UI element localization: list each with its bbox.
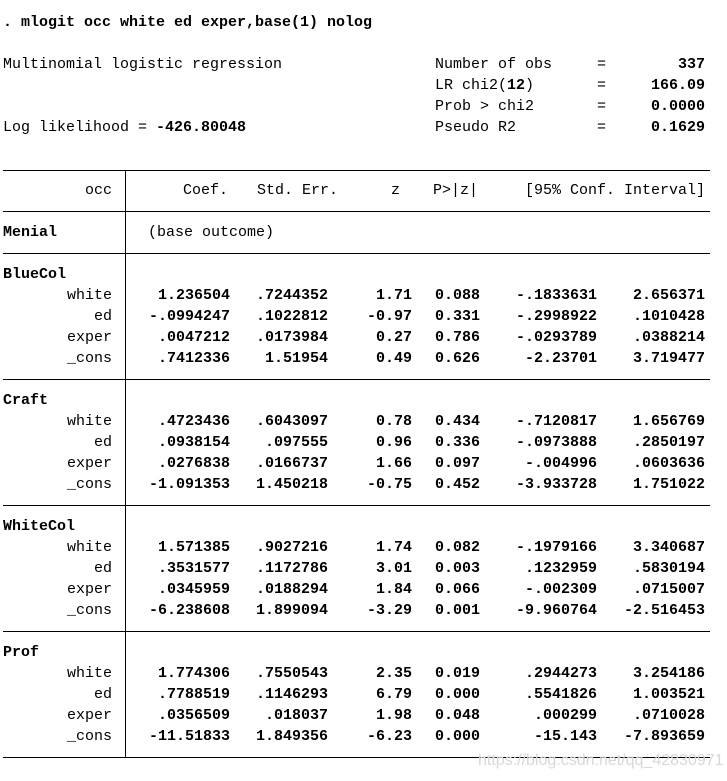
divider bbox=[3, 631, 710, 632]
stat-value: 0.0000 bbox=[650, 98, 705, 115]
cell-row-label: white bbox=[66, 413, 112, 430]
cell-z: 1.71 bbox=[375, 287, 412, 304]
divider bbox=[3, 211, 710, 212]
cell-z: 3.01 bbox=[375, 560, 412, 577]
cell-std-err: .0188294 bbox=[255, 581, 328, 598]
cell-ci-upper: -2.516453 bbox=[623, 602, 705, 619]
cell-coef: .0345959 bbox=[157, 581, 230, 598]
divider bbox=[3, 505, 710, 506]
cell-z: 1.66 bbox=[375, 455, 412, 472]
cell-row-label: ed bbox=[93, 308, 112, 325]
column-header: occ bbox=[84, 182, 112, 199]
cell-ci-upper: .0710028 bbox=[632, 707, 705, 724]
outcome-group-name: Prof bbox=[3, 644, 40, 661]
cell-ci-lower: -.002309 bbox=[524, 581, 597, 598]
cell-z: 1.98 bbox=[375, 707, 412, 724]
cell-p-value: 0.626 bbox=[434, 350, 480, 367]
model-title: Multinomial logistic regression bbox=[3, 56, 283, 73]
stat-value: 337 bbox=[677, 56, 705, 73]
cell-ci-upper: .0715007 bbox=[632, 581, 705, 598]
command-line: . mlogit occ white ed exper,base(1) nolog bbox=[3, 14, 373, 31]
cell-row-label: white bbox=[66, 665, 112, 682]
cell-coef: .0047212 bbox=[157, 329, 230, 346]
cell-ci-lower: .5541826 bbox=[524, 686, 597, 703]
cell-row-label: exper bbox=[66, 455, 112, 472]
cell-z: 0.49 bbox=[375, 350, 412, 367]
cell-coef: 1.571385 bbox=[157, 539, 230, 556]
base-outcome-name: Menial bbox=[3, 224, 58, 241]
stat-equals: = bbox=[597, 56, 607, 73]
stat-label: Prob > chi2 bbox=[435, 98, 535, 115]
cell-ci-lower: .000299 bbox=[533, 707, 597, 724]
cell-z: -6.23 bbox=[366, 728, 412, 745]
cell-std-err: .0173984 bbox=[255, 329, 328, 346]
log-likelihood-value: -426.80048 bbox=[156, 119, 247, 136]
column-header: P>|z| bbox=[432, 182, 478, 199]
cell-p-value: 0.082 bbox=[434, 539, 480, 556]
cell-std-err: 1.849356 bbox=[255, 728, 328, 745]
cell-ci-upper: .5830194 bbox=[632, 560, 705, 577]
cell-z: 0.96 bbox=[375, 434, 412, 451]
cell-ci-lower: -.2998922 bbox=[515, 308, 597, 325]
cell-coef: -6.238608 bbox=[148, 602, 230, 619]
log-likelihood-label: Log likelihood = bbox=[3, 119, 157, 136]
cell-p-value: 0.066 bbox=[434, 581, 480, 598]
cell-coef: .7412336 bbox=[157, 350, 230, 367]
cell-row-label: white bbox=[66, 539, 112, 556]
cell-std-err: .097555 bbox=[264, 434, 328, 451]
cell-z: 1.84 bbox=[375, 581, 412, 598]
cell-coef: .7788519 bbox=[157, 686, 230, 703]
cell-p-value: 0.000 bbox=[434, 728, 480, 745]
outcome-group-name: BlueCol bbox=[3, 266, 67, 283]
cell-coef: 1.774306 bbox=[157, 665, 230, 682]
cell-std-err: .1022812 bbox=[255, 308, 328, 325]
cell-std-err: .9027216 bbox=[255, 539, 328, 556]
cell-row-label: _cons bbox=[66, 602, 112, 619]
column-header: [95% Conf. Interval] bbox=[524, 182, 705, 199]
cell-p-value: 0.434 bbox=[434, 413, 480, 430]
cell-ci-upper: 2.656371 bbox=[632, 287, 705, 304]
cell-p-value: 0.048 bbox=[434, 707, 480, 724]
stat-value: 0.1629 bbox=[650, 119, 705, 136]
cell-ci-upper: 1.656769 bbox=[632, 413, 705, 430]
cell-std-err: .6043097 bbox=[255, 413, 328, 430]
stat-label: Pseudo R2 bbox=[435, 119, 517, 136]
stat-equals: = bbox=[597, 98, 607, 115]
cell-p-value: 0.001 bbox=[434, 602, 480, 619]
cell-z: 6.79 bbox=[375, 686, 412, 703]
cell-std-err: .1172786 bbox=[255, 560, 328, 577]
cell-std-err: .018037 bbox=[264, 707, 328, 724]
cell-coef: -.0994247 bbox=[148, 308, 230, 325]
stat-equals: = bbox=[597, 77, 607, 94]
cell-p-value: 0.019 bbox=[434, 665, 480, 682]
cell-z: 0.78 bbox=[375, 413, 412, 430]
cell-ci-lower: .1232959 bbox=[524, 560, 597, 577]
cell-std-err: .1146293 bbox=[255, 686, 328, 703]
cell-std-err: .7244352 bbox=[255, 287, 328, 304]
cell-ci-lower: -.7120817 bbox=[515, 413, 597, 430]
cell-ci-lower: -2.23701 bbox=[524, 350, 597, 367]
outcome-group-name: Craft bbox=[3, 392, 49, 409]
cell-p-value: 0.097 bbox=[434, 455, 480, 472]
divider bbox=[3, 170, 710, 171]
cell-ci-upper: 1.003521 bbox=[632, 686, 705, 703]
stat-label: LR chi2(12) bbox=[435, 77, 535, 94]
cell-ci-lower: -.0293789 bbox=[515, 329, 597, 346]
cell-row-label: _cons bbox=[66, 350, 112, 367]
log-likelihood bbox=[3, 119, 246, 137]
cell-std-err: 1.51954 bbox=[264, 350, 328, 367]
cell-ci-upper: -7.893659 bbox=[623, 728, 705, 745]
cell-coef: -1.091353 bbox=[148, 476, 230, 493]
cell-z: 0.27 bbox=[375, 329, 412, 346]
stat-equals: = bbox=[597, 119, 607, 136]
cell-p-value: 0.088 bbox=[434, 287, 480, 304]
stat-label: Number of obs bbox=[435, 56, 553, 73]
cell-ci-lower: -9.960764 bbox=[515, 602, 597, 619]
cell-p-value: 0.003 bbox=[434, 560, 480, 577]
cell-coef: -11.51833 bbox=[148, 728, 230, 745]
cell-ci-lower: .2944273 bbox=[524, 665, 597, 682]
cell-z: 1.74 bbox=[375, 539, 412, 556]
cell-p-value: 0.331 bbox=[434, 308, 480, 325]
cell-ci-lower: -.1833631 bbox=[515, 287, 597, 304]
cell-std-err: .7550543 bbox=[255, 665, 328, 682]
column-header: Std. Err. bbox=[256, 182, 338, 199]
cell-z: -3.29 bbox=[366, 602, 412, 619]
stat-label-df: 12 bbox=[507, 77, 526, 94]
cell-z: 2.35 bbox=[375, 665, 412, 682]
divider bbox=[3, 253, 710, 254]
cell-row-label: _cons bbox=[66, 476, 112, 493]
cell-ci-upper: 3.340687 bbox=[632, 539, 705, 556]
cell-ci-upper: .0603636 bbox=[632, 455, 705, 472]
cell-ci-lower: -15.143 bbox=[533, 728, 597, 745]
cell-ci-upper: 3.254186 bbox=[632, 665, 705, 682]
cell-coef: 1.236504 bbox=[157, 287, 230, 304]
stat-value: 166.09 bbox=[650, 77, 705, 94]
cell-coef: .0276838 bbox=[157, 455, 230, 472]
outcome-group-name: WhiteCol bbox=[3, 518, 76, 535]
cell-p-value: 0.452 bbox=[434, 476, 480, 493]
cell-ci-upper: .1010428 bbox=[632, 308, 705, 325]
cell-std-err: 1.899094 bbox=[255, 602, 328, 619]
cell-ci-upper: 3.719477 bbox=[632, 350, 705, 367]
cell-ci-upper: 1.751022 bbox=[632, 476, 705, 493]
cell-std-err: .0166737 bbox=[255, 455, 328, 472]
cell-coef: .4723436 bbox=[157, 413, 230, 430]
cell-z: -0.97 bbox=[366, 308, 412, 325]
cell-row-label: ed bbox=[93, 560, 112, 577]
cell-row-label: white bbox=[66, 287, 112, 304]
cell-p-value: 0.786 bbox=[434, 329, 480, 346]
cell-z: -0.75 bbox=[366, 476, 412, 493]
cell-row-label: exper bbox=[66, 329, 112, 346]
cell-ci-lower: -3.933728 bbox=[515, 476, 597, 493]
cell-ci-upper: .2850197 bbox=[632, 434, 705, 451]
cell-std-err: 1.450218 bbox=[255, 476, 328, 493]
cell-row-label: ed bbox=[93, 434, 112, 451]
watermark: https://blog.csdn.net/qq_42830971 bbox=[478, 752, 724, 769]
cell-ci-lower: -.004996 bbox=[524, 455, 597, 472]
cell-coef: .0356509 bbox=[157, 707, 230, 724]
cell-row-label: exper bbox=[66, 707, 112, 724]
divider bbox=[3, 379, 710, 380]
column-header: z bbox=[390, 182, 400, 199]
column-header: Coef. bbox=[182, 182, 228, 199]
cell-row-label: ed bbox=[93, 686, 112, 703]
cell-ci-lower: -.1979166 bbox=[515, 539, 597, 556]
cell-coef: .0938154 bbox=[157, 434, 230, 451]
stub-divider bbox=[125, 170, 126, 757]
cell-row-label: exper bbox=[66, 581, 112, 598]
cell-coef: .3531577 bbox=[157, 560, 230, 577]
cell-row-label: _cons bbox=[66, 728, 112, 745]
cell-p-value: 0.336 bbox=[434, 434, 480, 451]
cell-ci-lower: -.0973888 bbox=[515, 434, 597, 451]
cell-ci-upper: .0388214 bbox=[632, 329, 705, 346]
cell-p-value: 0.000 bbox=[434, 686, 480, 703]
base-outcome-note: (base outcome) bbox=[148, 224, 275, 241]
